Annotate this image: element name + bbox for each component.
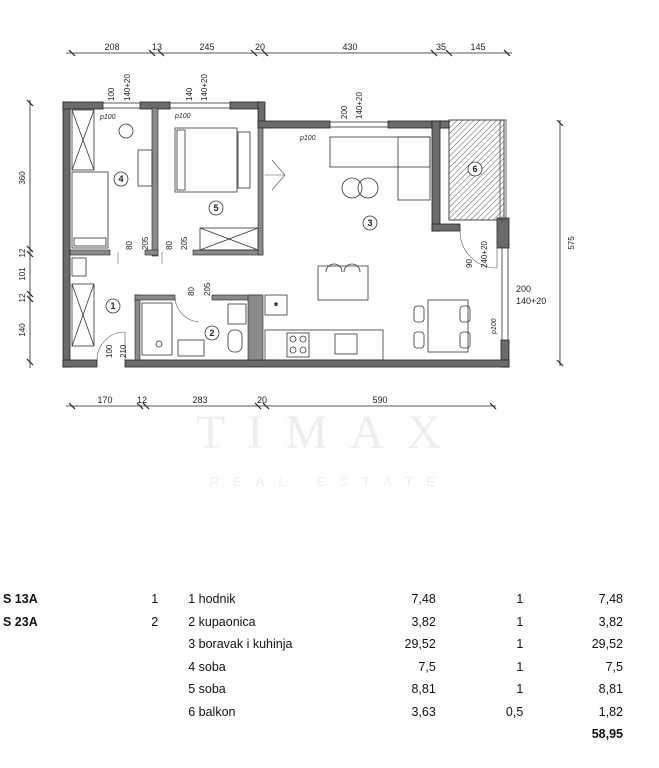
top-dim-6: 35 bbox=[435, 42, 447, 52]
left-dim-3: 101 bbox=[18, 267, 27, 281]
living-window-width: 200 bbox=[340, 105, 349, 119]
room-labels bbox=[106, 162, 482, 340]
right-window-width: 200 bbox=[516, 284, 532, 294]
bottom-dim-1: 170 bbox=[97, 395, 113, 405]
table-total-row bbox=[0, 723, 659, 746]
room-area: 7,48 bbox=[411, 592, 436, 607]
apartment-code bbox=[0, 633, 60, 656]
apartment-count bbox=[60, 656, 158, 679]
bathroom-fixtures bbox=[142, 303, 246, 356]
apartment-count: 2 bbox=[151, 614, 159, 629]
left-dim-2: 12 bbox=[18, 248, 27, 258]
svg-text:*: * bbox=[274, 301, 278, 311]
room-coefficient: 1 bbox=[516, 682, 524, 697]
top-dim-2: 13 bbox=[151, 42, 163, 52]
room-name: 6 balkon bbox=[188, 704, 236, 719]
table-row bbox=[0, 701, 659, 724]
top-dim-3: 245 bbox=[199, 42, 215, 52]
room-area: 3,82 bbox=[411, 614, 436, 629]
room4-window-sill: p100 bbox=[100, 114, 116, 121]
balcony-door-height: 240+20 bbox=[480, 241, 489, 268]
left-dim-1: 360 bbox=[18, 171, 27, 185]
top-dim-1: 208 bbox=[104, 42, 120, 52]
apartment-code bbox=[0, 678, 60, 701]
room-4-label: 4 bbox=[118, 174, 124, 184]
room-3-label: 3 bbox=[367, 218, 373, 228]
right-dim: 575 bbox=[567, 236, 576, 250]
apartment-code bbox=[0, 656, 60, 679]
right-window-height: 140+20 bbox=[516, 296, 547, 306]
room-area: 7,5 bbox=[418, 659, 436, 674]
kitchen-counter bbox=[265, 295, 383, 360]
room-weighted-area: 29,52 bbox=[591, 637, 623, 652]
room-coefficient: 1 bbox=[516, 637, 524, 652]
total-area: 58,95 bbox=[591, 727, 623, 742]
apartment-code: S 13A bbox=[3, 592, 38, 607]
top-dim-5: 430 bbox=[342, 42, 358, 52]
room5-window-sill: p100 bbox=[175, 113, 191, 120]
table-row bbox=[0, 588, 659, 611]
bath-door-height: 205 bbox=[203, 282, 212, 296]
apartment-count bbox=[60, 701, 158, 724]
room-1-label: 1 bbox=[110, 301, 116, 311]
room5-window-width: 140 bbox=[185, 87, 194, 101]
top-dim-4: 20 bbox=[254, 42, 266, 52]
room4-door-height: 205 bbox=[141, 236, 150, 250]
room-area: 29,52 bbox=[404, 637, 436, 652]
room4-door-width: 80 bbox=[125, 241, 134, 250]
room4-window-height: 140+20 bbox=[123, 74, 132, 101]
room-coefficient: 1 bbox=[516, 659, 524, 674]
room-weighted-area: 1,82 bbox=[598, 704, 623, 719]
left-dim-5: 140 bbox=[18, 323, 27, 337]
living-window-sill: p100 bbox=[300, 135, 316, 142]
bottom-dim-2: 12 bbox=[136, 395, 148, 405]
apartment-code: S 23A bbox=[3, 614, 38, 629]
room-coefficient: 0,5 bbox=[505, 704, 524, 719]
apartment-code bbox=[0, 701, 60, 724]
table-row bbox=[0, 656, 659, 679]
room-coefficient: 1 bbox=[516, 614, 524, 629]
room-5-label: 5 bbox=[213, 203, 219, 213]
right-dimension-chain bbox=[557, 120, 576, 366]
bottom-dim-3: 283 bbox=[192, 395, 208, 405]
entry-door-height: 210 bbox=[119, 344, 128, 358]
room-name: 4 soba bbox=[188, 659, 226, 674]
apartment-count bbox=[60, 678, 158, 701]
table-row bbox=[0, 633, 659, 656]
table-row bbox=[0, 678, 659, 701]
room4-window-width: 100 bbox=[107, 87, 116, 101]
room-2-label: 2 bbox=[209, 328, 215, 338]
top-dim-7: 145 bbox=[470, 42, 486, 52]
top-dimension-chain bbox=[66, 42, 512, 56]
apartment-count bbox=[60, 633, 158, 656]
watermark-subtitle: REAL ESTATE bbox=[209, 474, 450, 489]
area-table bbox=[0, 588, 659, 746]
room-name: 3 boravak i kuhinja bbox=[188, 637, 293, 652]
living-window-height: 140+20 bbox=[355, 92, 364, 119]
table-row bbox=[0, 611, 659, 634]
outer-walls bbox=[63, 102, 509, 367]
room5-furniture bbox=[175, 128, 258, 250]
room-weighted-area: 3,82 bbox=[598, 614, 623, 629]
living-furniture bbox=[318, 137, 470, 352]
room-6-label: 6 bbox=[472, 164, 478, 174]
right-window-sill: p100 bbox=[491, 318, 498, 334]
left-dim-4: 12 bbox=[18, 293, 27, 303]
room-weighted-area: 7,48 bbox=[598, 592, 623, 607]
room-area: 8,81 bbox=[411, 682, 436, 697]
room-name: 5 soba bbox=[188, 682, 226, 697]
bottom-dim-4: 20 bbox=[256, 395, 268, 405]
room-weighted-area: 8,81 bbox=[598, 682, 623, 697]
left-dimension-chain bbox=[18, 100, 33, 368]
inner-walls bbox=[70, 108, 263, 360]
room-weighted-area: 7,5 bbox=[605, 659, 623, 674]
bath-door-width: 80 bbox=[187, 287, 196, 296]
bottom-dim-5: 590 bbox=[372, 395, 388, 405]
balcony-door-width: 90 bbox=[465, 259, 474, 268]
room-coefficient: 1 bbox=[516, 592, 524, 607]
watermark-brand: TIMAX bbox=[195, 406, 464, 459]
apartment-count: 1 bbox=[151, 592, 159, 607]
room-area: 3,63 bbox=[411, 704, 436, 719]
hallway-furniture bbox=[72, 284, 94, 346]
room5-window-height: 140+20 bbox=[200, 74, 209, 101]
room-name: 1 hodnik bbox=[188, 592, 236, 607]
room5-door-height: 205 bbox=[180, 236, 189, 250]
room5-door-width: 80 bbox=[165, 241, 174, 250]
room-name: 2 kupaonica bbox=[188, 614, 256, 629]
entry-door-width: 100 bbox=[105, 344, 114, 358]
